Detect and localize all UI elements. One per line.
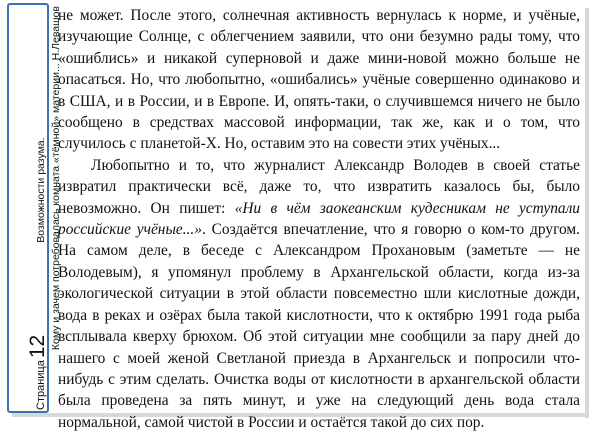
page-shadow-right [585,8,589,418]
paragraph-2-lead: Любопытно и то, что журналист Александр Володев в своей статье извратил практически всё, даже то, что извратить казалось бы, было невозможно. Он пишет: [58,156,580,217]
book-title: Кому и зачем потребовалась комната «тёмной» материи... Н.Левашов [49,6,62,351]
section-title: Возможности разума. [34,137,47,243]
article-body [58,5,580,433]
article-paragraph-2 [58,155,580,433]
quoted-statement: «Ни в чём заокеанским кудесникам не уступали российские учёные...» [58,199,580,239]
page-number: 12 [26,334,49,359]
sidebar-header-row [28,6,48,410]
paragraph-2-rest: . Создаётся впечатление, что я говорю о ком-то другом. На самом деле, в беседе с Александром Прохановым (заметьте — не Володевым), я упомянул проблему в Архангельской области, когда из-за экологической ситуации в этой области повсеместно шли кислотные дожди, вода в реках и озёрах была такой кислотности, что к октябрю 1991 года рыба всплывала кверху брюхом. Об этой ситуации мне сообщили за пару дней до нашего с моей женой Светланой приезда в Архангельск и попросили что-нибудь с этим сделать. Очистка воды от кислотности в архангельской области была проведена за пять минут, и уже на следующий день вода стала нормальной, самой чистой в России и остаётся такой до сих пор. [58,221,580,431]
article-paragraph-1: не может. После этого, солнечная активность вернулась к норме, и учёные, изучающие Солнце, с облегчением заявили, что они безумно рады тому, что «ошиблись» и никакой суперновой и даже мини-новой можно больше не опасаться. Но, что любопытно, «ошибались» учёные совершенно одинаково и в США, и в России, и в Европе. И, опять-таки, о случившемся ничего не было сообщено в средствах массовой информации, так же, как и о том, что случилось с планетой-Х. Но, оставим это на совести этих учёных... [58,7,580,153]
page-label: Страница [35,360,47,410]
